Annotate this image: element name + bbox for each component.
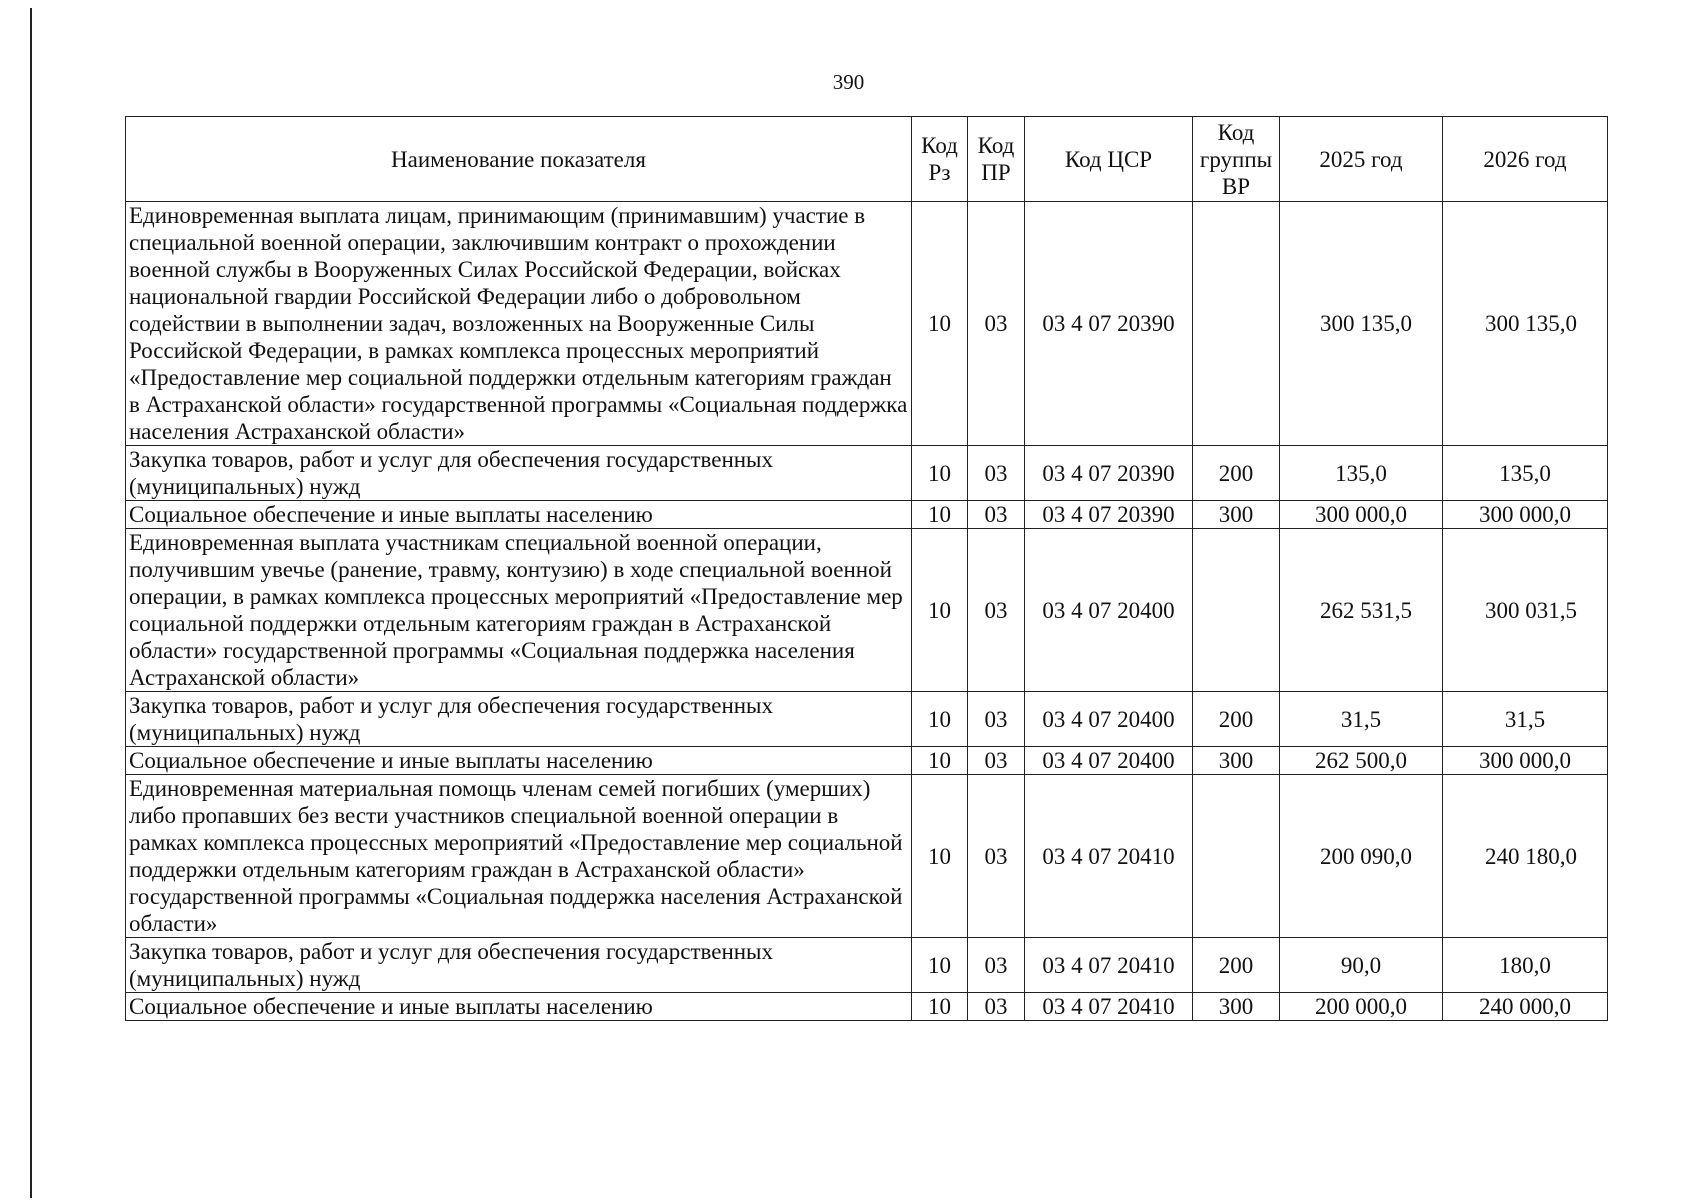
cell-2026: 300 000,0 [1443, 501, 1608, 529]
cell-name: Единовременная материальная помощь членам семей погибших (умерших) либо пропавших без вести участников специальной военной операции в рамках комплекса процессных мероприятий «Предоставление мер социальной поддержки отдельным категориям граждан в Астраханской области» государственной программы «Социальная поддержка населения Астраханской области» [126, 775, 912, 938]
cell-2025: 262 500,0 [1280, 747, 1443, 775]
cell-pr: 03 [968, 993, 1025, 1021]
cell-2026: 300 135,0 [1443, 202, 1608, 446]
table-row [126, 446, 1608, 501]
cell-pr: 03 [968, 692, 1025, 747]
cell-name: Единовременная выплата участникам специальной военной операции, получившим увечье (ранение, травму, контузию) в ходе специальной военной операции, в рамках комплекса процессных мероприятий «Предоставление мер социальной поддержки отдельным категориям граждан в Астраханской области» государственной программы «Социальная поддержка населения Астраханской области» [126, 529, 912, 692]
cell-rz: 10 [912, 529, 968, 692]
cell-vr: 300 [1193, 501, 1280, 529]
cell-name: Социальное обеспечение и иные выплаты населению [126, 993, 912, 1021]
table-row [126, 938, 1608, 993]
cell-pr: 03 [968, 775, 1025, 938]
cell-vr: 200 [1193, 446, 1280, 501]
cell-2025: 31,5 [1280, 692, 1443, 747]
cell-2026: 31,5 [1443, 692, 1608, 747]
cell-name: Социальное обеспечение и иные выплаты населению [126, 501, 912, 529]
cell-2026: 135,0 [1443, 446, 1608, 501]
cell-2025: 200 000,0 [1280, 993, 1443, 1021]
cell-rz: 10 [912, 202, 968, 446]
cell-2025: 300 135,0 [1280, 202, 1443, 446]
budget-table [125, 116, 1608, 1021]
cell-csr: 03 4 07 20410 [1025, 938, 1193, 993]
cell-pr: 03 [968, 747, 1025, 775]
cell-rz: 10 [912, 747, 968, 775]
cell-csr: 03 4 07 20390 [1025, 501, 1193, 529]
header-vr: Код группы ВР [1193, 117, 1280, 202]
cell-csr: 03 4 07 20400 [1025, 747, 1193, 775]
cell-vr [1193, 202, 1280, 446]
header-name: Наименование показателя [126, 117, 912, 202]
cell-vr: 200 [1193, 938, 1280, 993]
cell-csr: 03 4 07 20410 [1025, 993, 1193, 1021]
cell-2026: 180,0 [1443, 938, 1608, 993]
header-2026: 2026 год [1443, 117, 1608, 202]
cell-name: Закупка товаров, работ и услуг для обеспечения государственных (муниципальных) нужд [126, 938, 912, 993]
cell-rz: 10 [912, 993, 968, 1021]
table-row [126, 993, 1608, 1021]
cell-name: Закупка товаров, работ и услуг для обеспечения государственных (муниципальных) нужд [126, 692, 912, 747]
cell-vr: 200 [1193, 692, 1280, 747]
binding-margin-line [30, 8, 32, 1198]
cell-vr [1193, 529, 1280, 692]
cell-pr: 03 [968, 529, 1025, 692]
cell-csr: 03 4 07 20410 [1025, 775, 1193, 938]
cell-rz: 10 [912, 446, 968, 501]
cell-pr: 03 [968, 938, 1025, 993]
cell-2026: 240 000,0 [1443, 993, 1608, 1021]
table-row [126, 775, 1608, 938]
cell-pr: 03 [968, 446, 1025, 501]
cell-2026: 300 000,0 [1443, 747, 1608, 775]
cell-2025: 90,0 [1280, 938, 1443, 993]
cell-vr: 300 [1193, 993, 1280, 1021]
cell-vr [1193, 775, 1280, 938]
table-row [126, 692, 1608, 747]
cell-2026: 300 031,5 [1443, 529, 1608, 692]
cell-csr: 03 4 07 20390 [1025, 446, 1193, 501]
cell-name: Единовременная выплата лицам, принимающим (принимавшим) участие в специальной военной операции, заключившим контракт о прохождении военной службы в Вооруженных Силах Российской Федерации, войсках национальной гвардии Российской Федерации либо о добровольном содействии в выполнении задач, возложенных на Вооруженные Силы Российской Федерации, в рамках комплекса процессных мероприятий «Предоставление мер социальной поддержки отдельным категориям граждан в Астраханской области» государственной программы «Социальная поддержка населения Астраханской области» [126, 202, 912, 446]
cell-name: Социальное обеспечение и иные выплаты населению [126, 747, 912, 775]
cell-pr: 03 [968, 202, 1025, 446]
header-2025: 2025 год [1280, 117, 1443, 202]
table-row [126, 747, 1608, 775]
cell-2025: 300 000,0 [1280, 501, 1443, 529]
cell-2026: 240 180,0 [1443, 775, 1608, 938]
cell-csr: 03 4 07 20390 [1025, 202, 1193, 446]
cell-rz: 10 [912, 501, 968, 529]
cell-csr: 03 4 07 20400 [1025, 692, 1193, 747]
page-number: 390 [832, 70, 865, 94]
cell-rz: 10 [912, 775, 968, 938]
cell-rz: 10 [912, 938, 968, 993]
table-header-row [126, 117, 1608, 202]
header-rz: Код Рз [912, 117, 968, 202]
cell-2025: 262 531,5 [1280, 529, 1443, 692]
header-csr: Код ЦСР [1025, 117, 1193, 202]
table-row [126, 202, 1608, 446]
cell-name: Закупка товаров, работ и услуг для обеспечения государственных (муниципальных) нужд [126, 446, 912, 501]
cell-vr: 300 [1193, 747, 1280, 775]
table-row [126, 529, 1608, 692]
table-row [126, 501, 1608, 529]
cell-2025: 200 090,0 [1280, 775, 1443, 938]
cell-pr: 03 [968, 501, 1025, 529]
cell-rz: 10 [912, 692, 968, 747]
cell-2025: 135,0 [1280, 446, 1443, 501]
header-pr: Код ПР [968, 117, 1025, 202]
cell-csr: 03 4 07 20400 [1025, 529, 1193, 692]
